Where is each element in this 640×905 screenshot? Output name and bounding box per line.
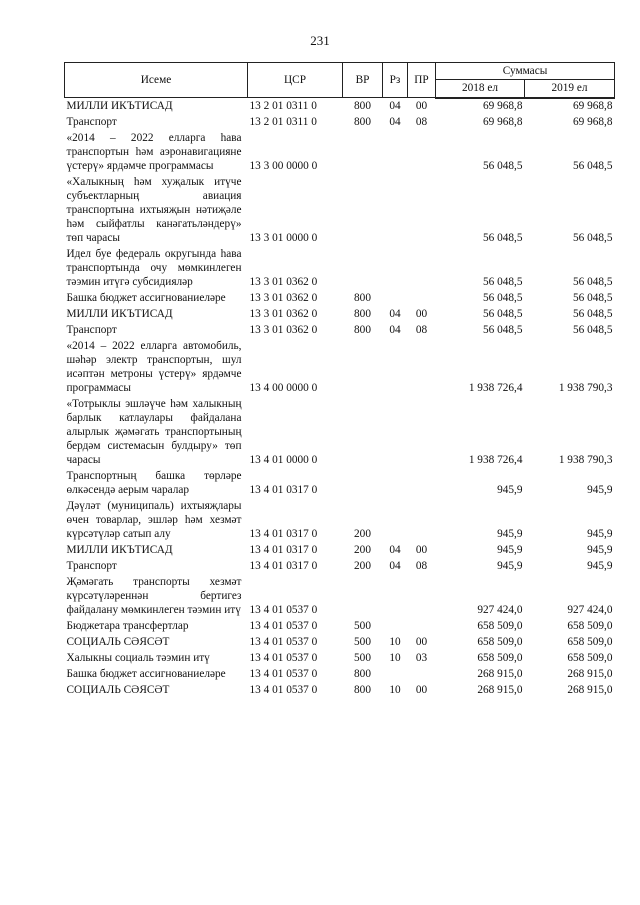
row-csr: 13 4 01 0537 0 xyxy=(249,683,318,696)
row-sum-2019: 268 915,0 xyxy=(567,683,613,696)
header-sums: Суммасы xyxy=(436,63,615,80)
budget-table xyxy=(64,62,615,697)
row-csr: 13 4 01 0317 0 xyxy=(249,527,318,540)
row-sum-2019: 927 424,0 xyxy=(567,603,613,616)
row-rz xyxy=(383,129,408,173)
row-name: МИЛЛИ ИКЪТИСАД xyxy=(66,543,173,556)
row-pr xyxy=(408,617,436,633)
row-pr xyxy=(408,337,436,395)
row-csr: 13 4 01 0537 0 xyxy=(249,603,318,616)
row-name: СОЦИАЛЬ СӘЯСӘТ xyxy=(66,683,170,696)
row-sum-2018: 69 968,8 xyxy=(482,99,523,112)
row-vr: 200 xyxy=(354,527,371,540)
row-rz xyxy=(383,245,408,289)
row-vr xyxy=(343,173,383,245)
row-sum-2018: 945,9 xyxy=(497,543,523,556)
row-sum-2019: 56 048,5 xyxy=(572,159,613,172)
row-pr: 00 xyxy=(415,543,428,556)
row-rz xyxy=(383,337,408,395)
row-sum-2018: 658 509,0 xyxy=(477,635,523,648)
row-vr xyxy=(343,245,383,289)
table-row xyxy=(65,557,615,573)
header-year-2018: 2018 ел xyxy=(436,80,525,98)
row-sum-2018: 56 048,5 xyxy=(482,159,523,172)
row-sum-2019: 658 509,0 xyxy=(567,635,613,648)
table-row xyxy=(65,129,615,173)
row-sum-2019: 56 048,5 xyxy=(572,307,613,320)
row-name: Җәмәгать транспорты хезмәт күрсәтүләреннән бертигез файдалану мөмкинлеген тәэмин итү xyxy=(66,575,242,616)
table-row xyxy=(65,467,615,497)
row-sum-2019: 56 048,5 xyxy=(572,291,613,304)
row-sum-2018: 658 509,0 xyxy=(477,619,523,632)
row-sum-2018: 658 509,0 xyxy=(477,651,523,664)
row-sum-2018: 56 048,5 xyxy=(482,323,523,336)
header-csr: ЦСР xyxy=(248,63,343,98)
row-rz: 04 xyxy=(389,559,401,572)
row-rz: 04 xyxy=(389,307,401,320)
row-name: Дәүләт (муниципаль) ихтыяҗлары өчен товарлар, эшләр һәм хезмәт күрсәтүләр сатып алу xyxy=(66,499,242,540)
row-rz: 10 xyxy=(389,683,401,696)
row-name: Бюджетара трансфертлар xyxy=(66,619,189,632)
row-csr: 13 4 01 0537 0 xyxy=(249,667,318,680)
row-sum-2019: 658 509,0 xyxy=(567,619,613,632)
row-pr xyxy=(408,497,436,541)
row-sum-2018: 268 915,0 xyxy=(477,667,523,680)
row-pr xyxy=(408,245,436,289)
row-csr: 13 4 01 0537 0 xyxy=(249,619,318,632)
row-sum-2018: 945,9 xyxy=(497,559,523,572)
row-vr: 800 xyxy=(354,291,371,304)
row-csr: 13 4 01 0537 0 xyxy=(249,651,318,664)
row-sum-2019: 1 938 790,3 xyxy=(558,381,613,394)
row-name: «2014 – 2022 елларга автомобиль, шәһәр электр транспортын, шул исәптән метроны үстерү» ярдәмче программасы xyxy=(66,339,242,394)
row-sum-2019: 658 509,0 xyxy=(567,651,613,664)
row-sum-2019: 1 938 790,3 xyxy=(558,453,613,466)
table-row xyxy=(65,633,615,649)
row-pr: 08 xyxy=(415,559,428,572)
row-rz: 04 xyxy=(389,323,401,336)
row-rz: 04 xyxy=(389,99,401,112)
row-sum-2018: 56 048,5 xyxy=(482,275,523,288)
table-row xyxy=(65,395,615,467)
row-sum-2019: 945,9 xyxy=(587,527,613,540)
row-pr: 03 xyxy=(415,651,428,664)
table-row xyxy=(65,245,615,289)
row-csr: 13 4 01 0317 0 xyxy=(249,483,318,496)
table-row xyxy=(65,665,615,681)
row-name: «Тотрыклы эшләүче һәм халыкның барлык катлаулары файдалана алырлык җәмәгать транспортының бердәм системасын булдыру» төп чарасы xyxy=(66,397,242,466)
row-pr xyxy=(408,467,436,497)
row-sum-2019: 69 968,8 xyxy=(572,115,613,128)
row-vr: 800 xyxy=(354,323,371,336)
row-sum-2018: 69 968,8 xyxy=(482,115,523,128)
row-vr: 800 xyxy=(354,667,371,680)
row-name: Идел буе федераль округында һава транспортында очу мөмкинлеген тәэмин итүгә субсидияләр xyxy=(66,247,242,288)
row-pr xyxy=(408,173,436,245)
row-name: Транспортның башка төрләре өлкәсендә аерым чаралар xyxy=(66,469,242,496)
row-rz xyxy=(383,173,408,245)
row-csr: 13 2 01 0311 0 xyxy=(249,99,317,112)
row-vr xyxy=(343,467,383,497)
row-sum-2019: 945,9 xyxy=(587,559,613,572)
row-csr: 13 4 01 0317 0 xyxy=(249,559,318,572)
row-sum-2019: 56 048,5 xyxy=(572,275,613,288)
row-pr xyxy=(408,289,436,305)
row-pr: 00 xyxy=(415,99,428,112)
row-csr: 13 3 01 0362 0 xyxy=(249,275,318,288)
row-csr: 13 3 01 0362 0 xyxy=(249,307,318,320)
table-row xyxy=(65,541,615,557)
row-pr xyxy=(408,573,436,617)
row-name: Башка бюджет ассигнованиеләре xyxy=(66,291,226,304)
row-pr: 00 xyxy=(415,307,428,320)
row-rz xyxy=(383,289,408,305)
header-pr: ПР xyxy=(408,63,436,98)
table-body xyxy=(65,98,615,697)
row-sum-2018: 56 048,5 xyxy=(482,291,523,304)
row-pr xyxy=(408,665,436,681)
row-rz: 10 xyxy=(389,651,401,664)
row-sum-2019: 69 968,8 xyxy=(572,99,613,112)
page-number: 231 xyxy=(310,33,330,48)
row-rz xyxy=(383,497,408,541)
table-row xyxy=(65,649,615,665)
row-rz xyxy=(383,573,408,617)
row-name: Транспорт xyxy=(66,559,117,572)
row-name: МИЛЛИ ИКЪТИСАД xyxy=(66,307,173,320)
row-sum-2018: 1 938 726,4 xyxy=(468,381,523,394)
row-pr: 08 xyxy=(415,323,428,336)
row-csr: 13 4 01 0000 0 xyxy=(249,453,318,466)
row-vr: 800 xyxy=(354,307,371,320)
table-row xyxy=(65,573,615,617)
row-csr: 13 4 00 0000 0 xyxy=(249,381,318,394)
row-vr xyxy=(343,129,383,173)
table-row xyxy=(65,681,615,697)
row-csr: 13 2 01 0311 0 xyxy=(249,115,317,128)
row-vr xyxy=(343,573,383,617)
row-sum-2019: 268 915,0 xyxy=(567,667,613,680)
row-pr: 00 xyxy=(415,635,428,648)
row-pr: 08 xyxy=(415,115,428,128)
row-sum-2018: 1 938 726,4 xyxy=(468,453,523,466)
row-sum-2019: 945,9 xyxy=(587,543,613,556)
row-sum-2019: 56 048,5 xyxy=(572,231,613,244)
header-rz: Рз xyxy=(383,63,408,98)
row-csr: 13 3 01 0362 0 xyxy=(249,323,318,336)
row-rz xyxy=(383,617,408,633)
table-row xyxy=(65,337,615,395)
row-sum-2018: 945,9 xyxy=(497,527,523,540)
row-vr: 800 xyxy=(354,99,371,112)
row-vr: 200 xyxy=(354,543,371,556)
row-rz xyxy=(383,467,408,497)
row-pr: 00 xyxy=(415,683,428,696)
row-pr xyxy=(408,129,436,173)
table-row xyxy=(65,113,615,129)
row-sum-2018: 945,9 xyxy=(497,483,523,496)
row-vr: 500 xyxy=(354,619,371,632)
row-sum-2018: 268 915,0 xyxy=(477,683,523,696)
row-vr: 200 xyxy=(354,559,371,572)
table-row xyxy=(65,98,615,113)
row-sum-2018: 56 048,5 xyxy=(482,307,523,320)
row-vr: 800 xyxy=(354,115,371,128)
row-name: Башка бюджет ассигнованиеләре xyxy=(66,667,226,680)
row-sum-2018: 56 048,5 xyxy=(482,231,523,244)
row-sum-2019: 56 048,5 xyxy=(572,323,613,336)
row-csr: 13 3 01 0000 0 xyxy=(249,231,318,244)
header-vr: ВР xyxy=(343,63,383,98)
row-csr: 13 4 01 0317 0 xyxy=(249,543,318,556)
row-rz: 10 xyxy=(389,635,401,648)
row-rz xyxy=(383,665,408,681)
row-vr xyxy=(343,395,383,467)
row-pr xyxy=(408,395,436,467)
row-name: «Халыкның һәм хуҗалык итүче субъектларның авиация транспортына ихтыяҗын нәтиҗәле һәм сыйфатлы канәгатьләндерү» төп чарасы xyxy=(66,175,242,244)
row-rz: 04 xyxy=(389,115,401,128)
row-name: Халыкны социаль тәэмин итү xyxy=(66,651,210,664)
row-csr: 13 3 01 0362 0 xyxy=(249,291,318,304)
row-name: МИЛЛИ ИКЪТИСАД xyxy=(66,99,173,112)
table-row xyxy=(65,497,615,541)
row-name: Транспорт xyxy=(66,115,117,128)
row-name: СОЦИАЛЬ СӘЯСӘТ xyxy=(66,635,170,648)
row-sum-2018: 927 424,0 xyxy=(477,603,523,616)
row-rz: 04 xyxy=(389,543,401,556)
row-csr: 13 4 01 0537 0 xyxy=(249,635,318,648)
row-vr: 500 xyxy=(354,651,371,664)
row-vr xyxy=(343,337,383,395)
table-row xyxy=(65,617,615,633)
table-row xyxy=(65,321,615,337)
row-rz xyxy=(383,395,408,467)
table-row xyxy=(65,173,615,245)
row-sum-2019: 945,9 xyxy=(587,483,613,496)
row-name: «2014 – 2022 елларга һава транспортын һәм аэронавигацияне үстерү» ярдәмче программасы xyxy=(66,131,242,172)
row-csr: 13 3 00 0000 0 xyxy=(249,159,318,172)
table-row xyxy=(65,305,615,321)
row-name: Транспорт xyxy=(66,323,117,336)
row-vr: 500 xyxy=(354,635,371,648)
header-name: Исеме xyxy=(65,63,248,98)
header-year-2019: 2019 ел xyxy=(525,80,615,98)
row-vr: 800 xyxy=(354,683,371,696)
table-row xyxy=(65,289,615,305)
